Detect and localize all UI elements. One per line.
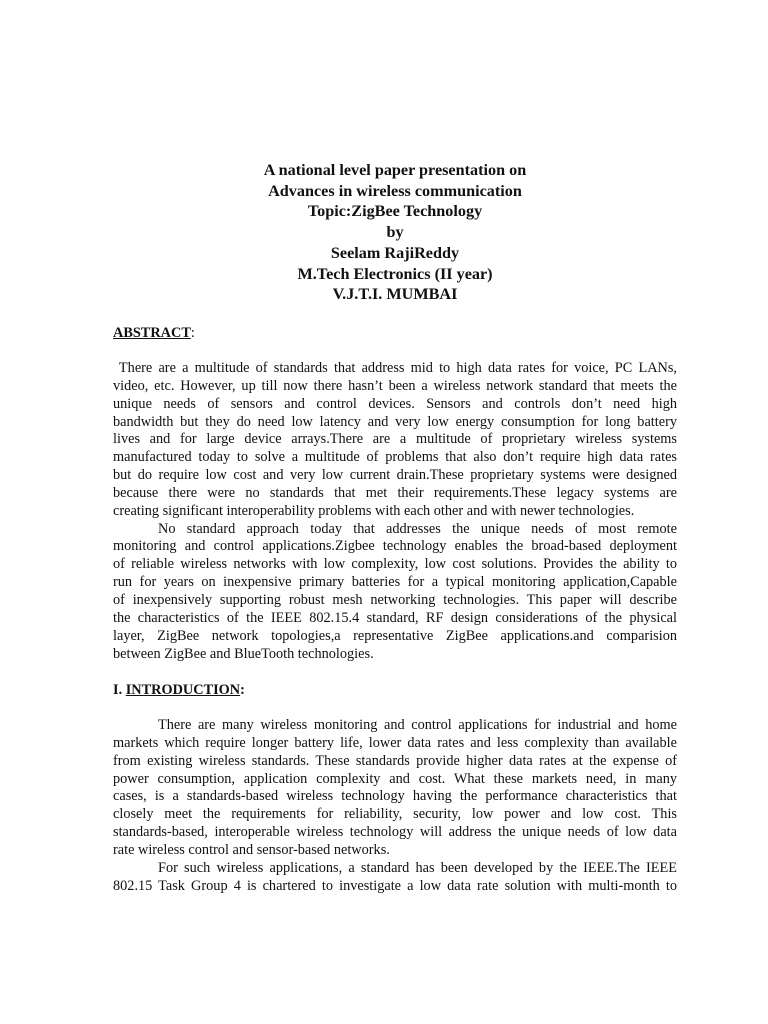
text-line: because there were no standards that met their requirements.These legacy systems are	[113, 484, 677, 501]
abstract-heading	[113, 324, 195, 342]
text-line: There are many wireless monitoring and control applications for industrial and home	[158, 717, 677, 733]
title-line-author: Seelam RajiReddy	[330, 243, 460, 262]
text-line: but do require low cost and very low current drain.These proprietary systems were designed	[113, 467, 677, 484]
text-line: from existing wireless standards. These standards provide higher data rates at the expense of	[113, 752, 677, 769]
text-line: rate wireless control and sensor-based networks.	[113, 841, 390, 858]
title-line-topic: Topic:ZigBee Technology	[307, 202, 483, 221]
text-line: monitoring and control applications.Zigbee technology enables the broad-based deployment	[113, 538, 677, 555]
text-line: cases, is a standards-based wireless technology having the performance characteristics that	[113, 788, 677, 805]
abstract-heading-text: ABSTRACT	[113, 325, 191, 341]
text-line: manufactured today to solve a multitude of problems that also don’t require high data rates	[113, 449, 677, 466]
abstract-heading-colon: :	[190, 325, 195, 341]
text-line: unique needs of sensors and control devices. Sensors and controls don’t need high	[113, 395, 677, 412]
introduction-heading-text: INTRODUCTION	[125, 682, 241, 698]
text-line: No standard approach today that addresses the unique needs of most remote	[158, 520, 677, 537]
title-line-institute: V.J.T.I. MUMBAI	[332, 285, 458, 304]
text-line: bandwidth but they do need low latency and very low energy consumption for long battery	[113, 413, 677, 430]
text-line: creating significant interoperability problems with each other and with newer technologies.	[113, 502, 635, 519]
introduction-paragraph-1	[113, 717, 677, 860]
title-line-theme: Advances in wireless communication	[268, 181, 522, 200]
text-line: the characteristics of the IEEE 802.15.4 standard, RF design considerations of the physical	[113, 609, 677, 626]
text-line: run for years on inexpensive primary batteries for a typical monitoring application,Capable	[113, 574, 677, 591]
text-line: layer, ZigBee network topologies,a representative ZigBee applications.and comparision	[113, 627, 677, 644]
text-line: markets which require longer battery life, lower data rates and less complexity than available	[113, 734, 677, 751]
title-line-by: by	[386, 223, 404, 242]
text-line: of reliable wireless networks with low complexity, low cost solutions. Provides the ability to	[113, 556, 677, 573]
title-line-event: A national level paper presentation on	[263, 161, 527, 179]
text-line: between ZigBee and BlueTooth technologies.	[113, 645, 374, 662]
text-line: of inexpensively supporting robust mesh networking technologies. This paper will describe	[113, 592, 677, 609]
abstract-paragraph-1	[113, 360, 677, 521]
text-line: lives and for large device arrays.There are a multitude of proprietary wireless systems	[113, 431, 677, 448]
text-line: power consumption, application complexity and cost. What these markets need, in many	[113, 770, 677, 787]
introduction-heading-colon: :	[240, 682, 245, 698]
introduction-section-number: I.	[113, 682, 126, 698]
title-line-program: M.Tech Electronics (II year)	[297, 264, 493, 283]
introduction-paragraph-2	[113, 860, 677, 896]
text-line: 802.15 Task Group 4 is chartered to investigate a low data rate solution with multi-month to	[113, 877, 677, 894]
abstract-paragraph-2	[113, 521, 677, 664]
text-line: There are a multitude of standards that address mid to high data rates for voice, PC LANs,	[113, 360, 677, 376]
text-line: standards-based, interoperable wireless technology will address the unique needs of low data	[113, 824, 677, 841]
text-line: video, etc. However, up till now there hasn’t been a wireless network standard that meets the	[113, 377, 677, 394]
paper-title-block	[113, 160, 677, 305]
introduction-heading	[113, 681, 245, 699]
text-line: closely meet the requirements for reliability, security, low power and low cost. This	[113, 806, 677, 823]
text-line: For such wireless applications, a standard has been developed by the IEEE.The IEEE	[158, 859, 677, 876]
